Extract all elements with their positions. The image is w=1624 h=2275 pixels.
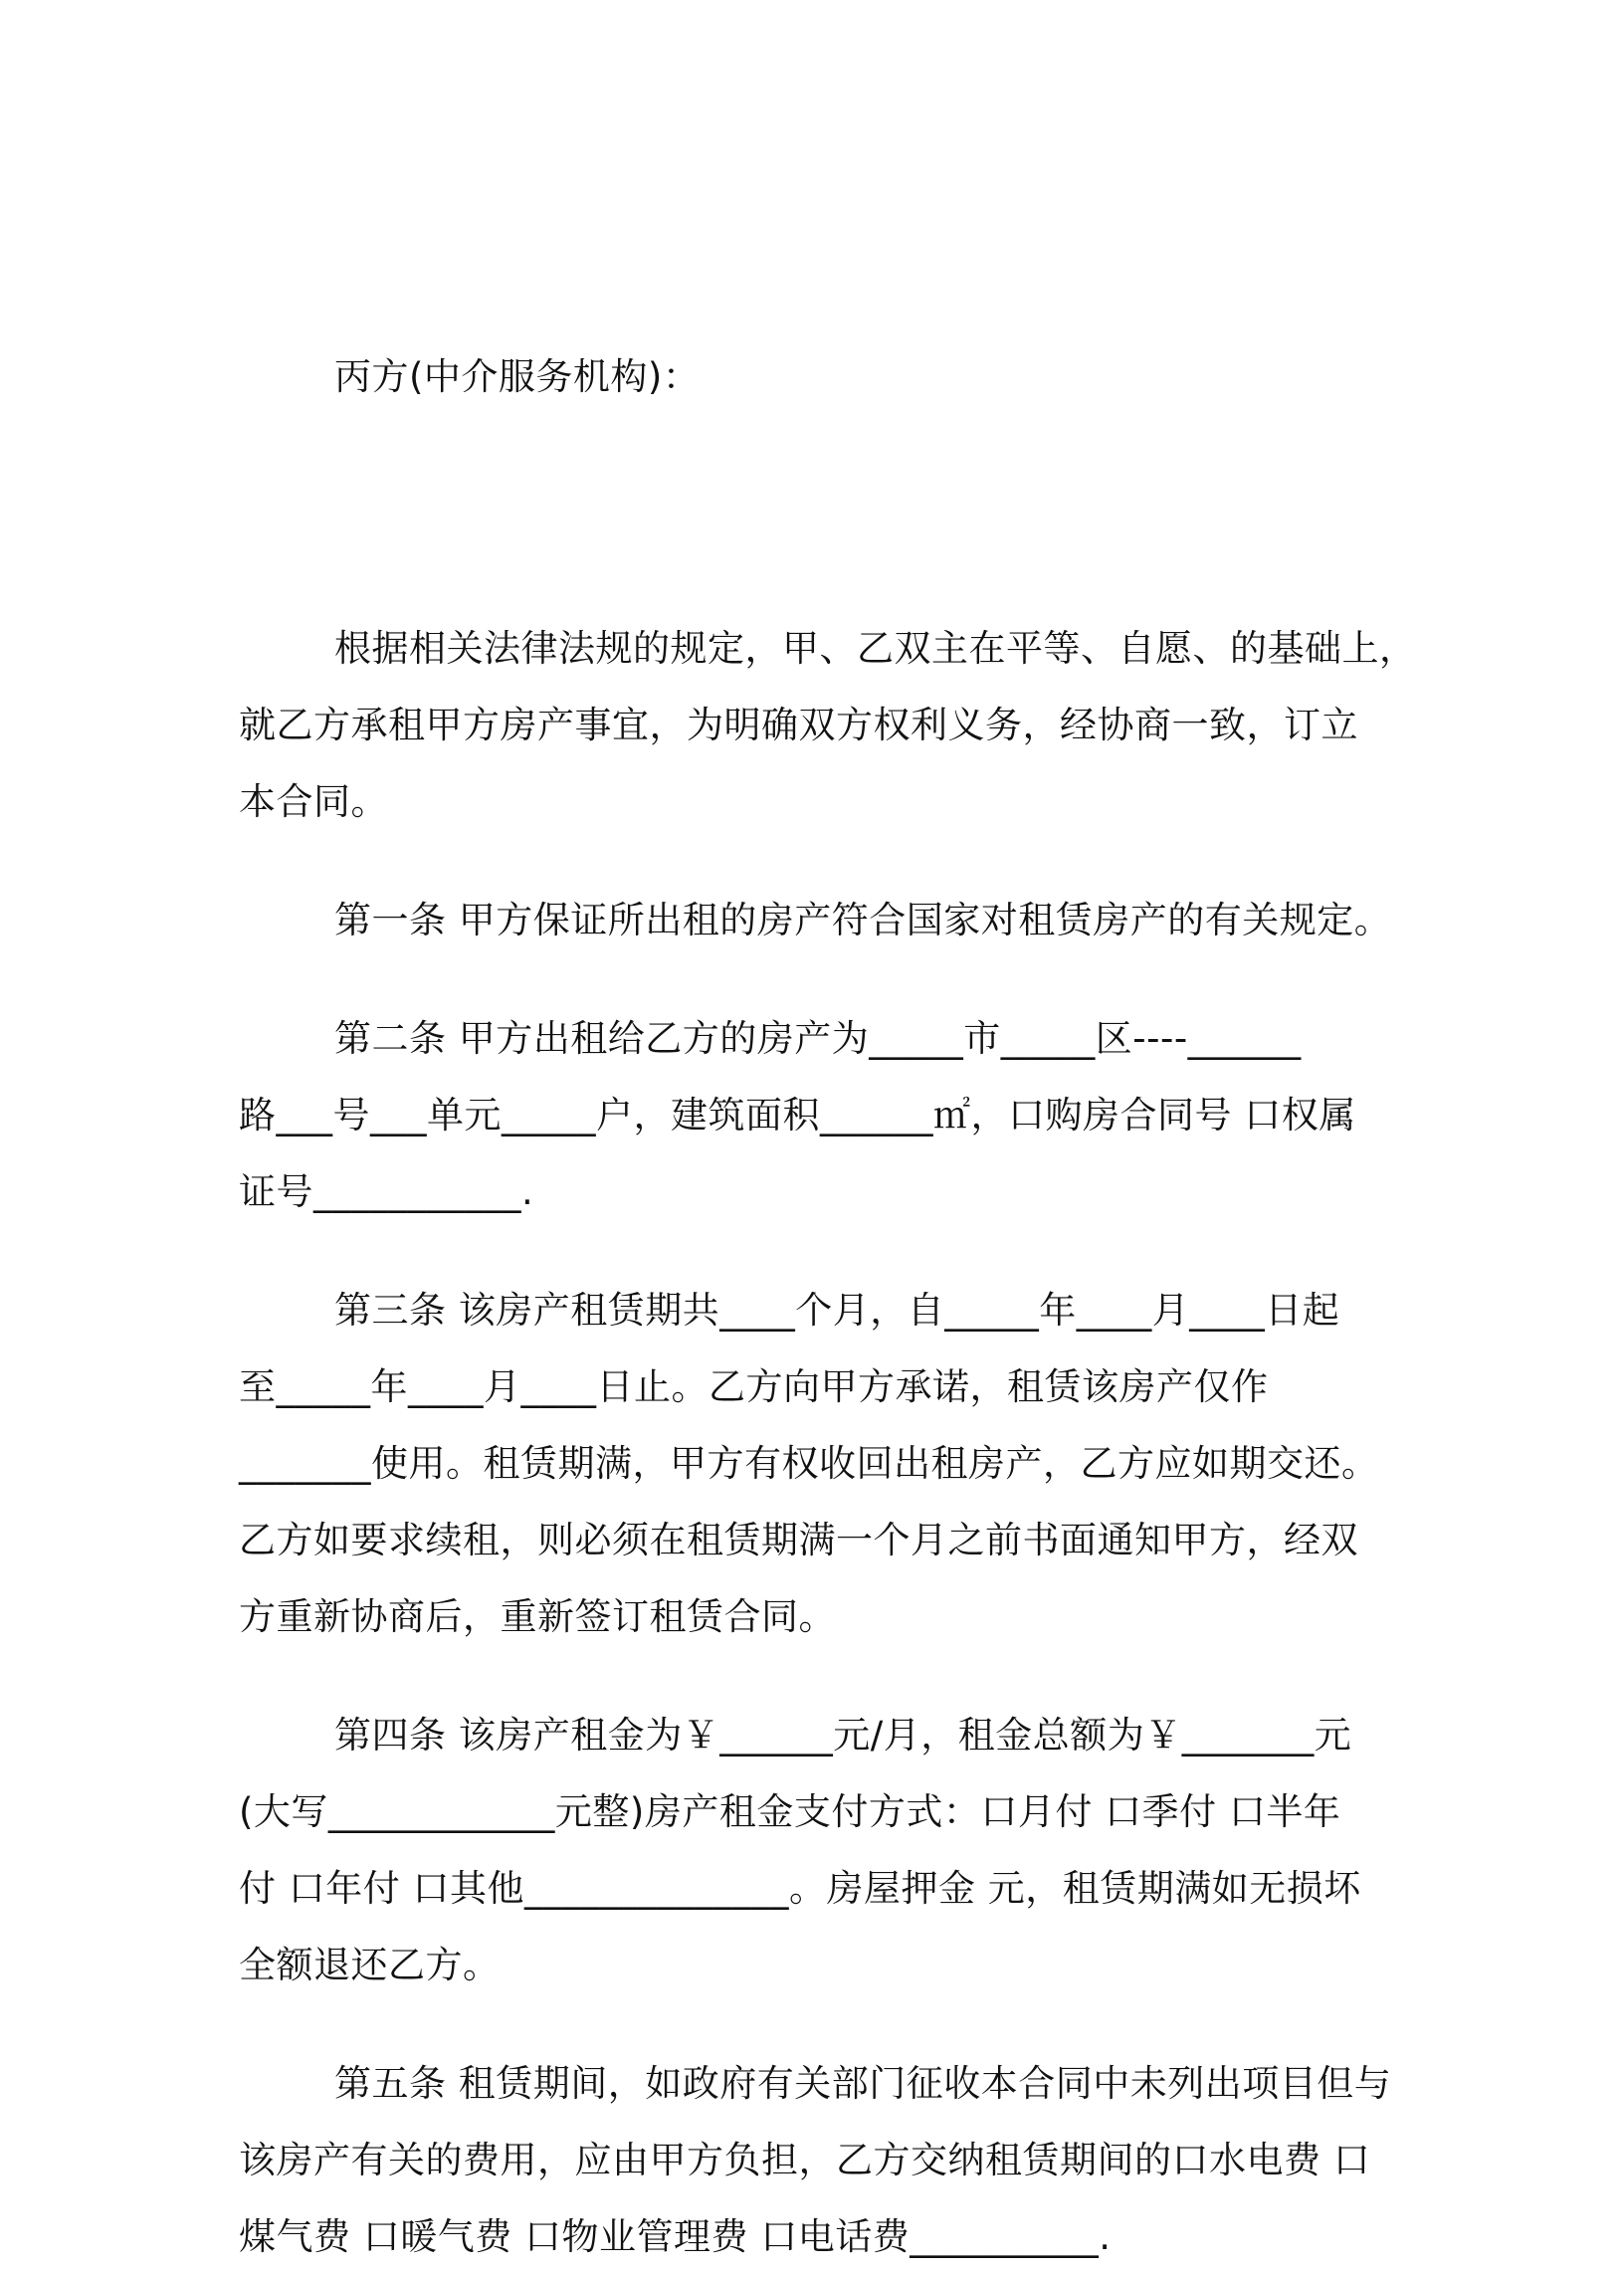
preamble-paragraph	[239, 610, 1417, 840]
party-c-text: 丙方(中介服务机构)：	[334, 355, 701, 398]
article-1-paragraph	[239, 882, 1393, 958]
article-4-line-4: 全额退还乙方。	[239, 1944, 501, 1986]
article-5-line-2: 该房产有关的费用，应由甲方负担，乙方交纳租赁期间的口水电费 口	[239, 2139, 1371, 2181]
preamble-line-2: 就乙方承租甲方房产事宜，为明确双方权利义务，经协商一致，订立	[239, 704, 1358, 746]
article-5-paragraph	[239, 2045, 1393, 2275]
article-3-line-4: 乙方如要求续租，则必须在租赁期满一个月之前书面通知甲方，经双	[239, 1519, 1358, 1561]
article-5-line-1: 第五条 租赁期间，如政府有关部门征收本合同中未列出项目但与	[334, 2062, 1392, 2105]
article-2-line-2: 路___号___单元_____户，建筑面积______㎡，口购房合同号 口权属	[239, 1094, 1356, 1137]
article-3-line-3: _______使用。租赁期满，甲方有权收回出租房产，乙方应如期交还。	[239, 1442, 1379, 1485]
preamble-line-3: 本合同。	[239, 780, 388, 823]
article-5-line-3: 煤气费 口暖气费 口物业管理费 口电话费__________.	[239, 2215, 1112, 2258]
preamble-line-1: 根据相关法律法规的规定，甲、乙双主在平等、自愿、的基础上，	[334, 627, 1417, 670]
article-1-line-1: 第一条 甲方保证所出租的房产符合国家对租赁房产的有关规定。	[334, 899, 1392, 941]
article-2-paragraph	[239, 1000, 1393, 1230]
article-3-line-1: 第三条 该房产租赁期共____个月，自_____年____月____日起	[334, 1289, 1340, 1332]
article-4-paragraph	[239, 1697, 1393, 2003]
article-3-line-2: 至_____年____月____日止。乙方向甲方承诺，租赁该房产仅作	[239, 1365, 1269, 1408]
article-2-line-3: 证号___________.	[239, 1170, 534, 1213]
article-3-paragraph	[239, 1272, 1393, 1655]
party-c-line	[239, 185, 1393, 568]
article-3-line-5: 方重新协商后，重新签订租赁合同。	[239, 1595, 836, 1638]
article-4-line-2: (大写____________元整)房产租金支付方式：口月付 口季付 口半年	[239, 1790, 1341, 1833]
article-4-line-3: 付 口年付 口其他______________。房屋押金 元，租赁期满如无损坏	[239, 1867, 1361, 1910]
contract-body	[239, 185, 1417, 2275]
article-2-line-1: 第二条 甲方出租给乙方的房产为_____市_____区----______	[334, 1017, 1302, 1060]
article-4-line-1: 第四条 该房产租金为￥______元/月，租金总额为￥_______元	[334, 1714, 1352, 1757]
